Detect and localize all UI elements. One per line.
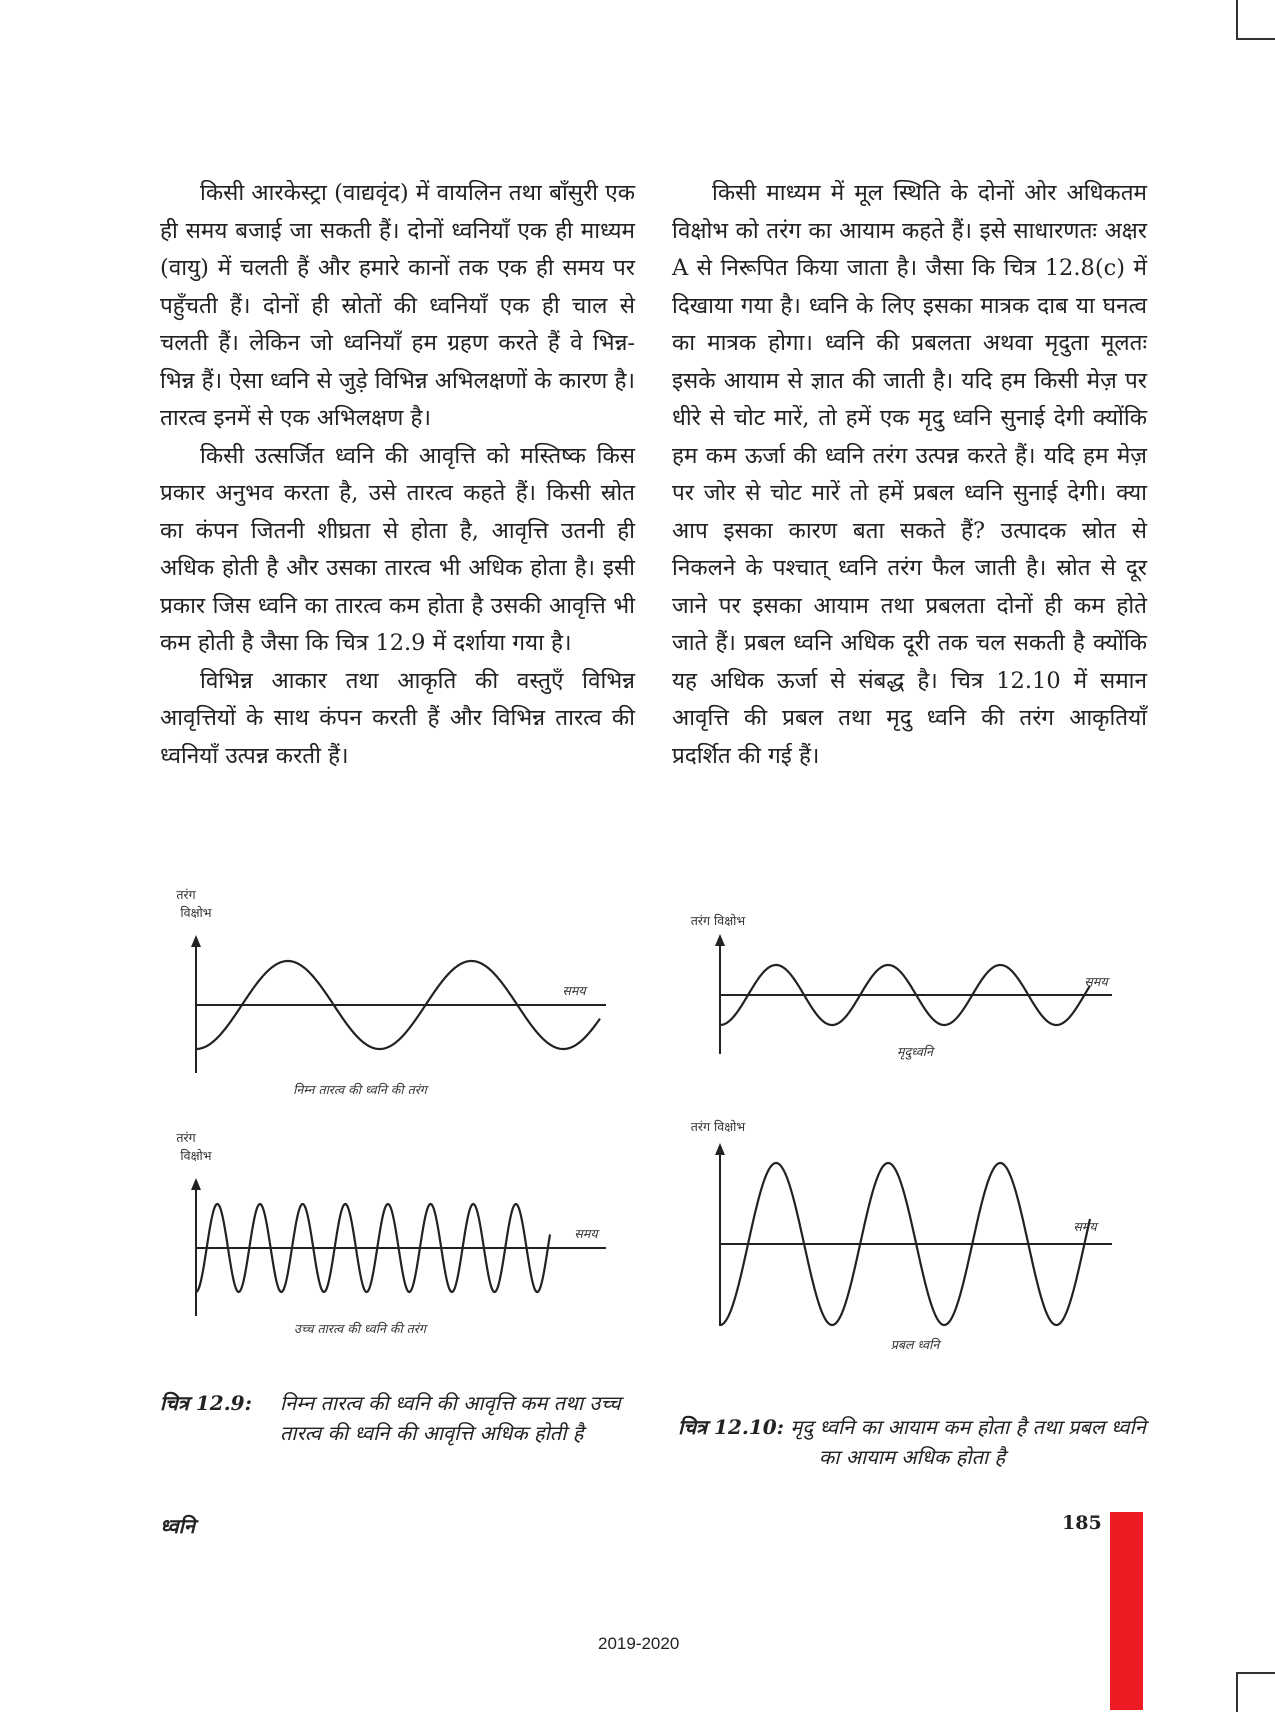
figure-high-pitch	[160, 1128, 620, 1348]
crop-mark-bottom	[1236, 1672, 1275, 1712]
y-axis-arrow	[715, 1143, 725, 1155]
y-axis-label: तरंग विक्षोभ	[690, 913, 746, 928]
figure-caption-12-10	[672, 1412, 1152, 1472]
year-footer: 2019-2020	[598, 1634, 680, 1653]
right-column	[672, 175, 1147, 775]
paragraph: किसी माध्यम में मूल स्थिति के दोनों ओर अधिकतम विक्षोभ को तरंग का आयाम कहते हैं। इसे साधारणतः अक्षर A से निरूपित किया जाता है। जैसा कि चित्र 12.8(c) में दिखाया गया है। ध्वनि के लिए इसका मात्रक दाब या घनत्व का मात्रक होगा। ध्वनि की प्रबलता अथवा मृदुता मूलतः इसके आयाम से ज्ञात की जाती है। यदि हम किसी मेज़ पर धीरे से चोट मारें, तो हमें एक मृदु ध्वनि सुनाई देगी क्योंकि हम कम ऊर्जा की ध्वनि तरंग उत्पन्न करते हैं। यदि हम मेज़ पर जोर से चोट मारें तो हमें प्रबल ध्वनि सुनाई देगी। क्या आप इसका कारण बता सकते हैं? उत्पादक स्रोत से निकलने के पश्चात् ध्वनि तरंग फैल जाती है। स्रोत से दूर जाने पर इसका आयाम तथा प्रबलता दोनों ही कम होते जाते हैं। प्रबल ध्वनि अधिक दूरी तक चल सकती है क्योंकि यह अधिक ऊर्जा से संबद्ध है। चित्र 12.10 में समान आवृत्ति की प्रबल तथा मृदु ध्वनि की तरंग आकृतियाँ प्रदर्शित की गई हैं।	[672, 180, 1147, 769]
y-axis-arrow	[715, 934, 725, 946]
crop-mark-top	[1236, 0, 1275, 40]
graph-caption: मृदुध्वनि	[897, 1044, 933, 1059]
graph-caption: उच्च तारत्व की ध्वनि की तरंग	[294, 1321, 426, 1336]
y-axis-label-line1: तरंग	[176, 887, 196, 902]
y-axis-label-line2: विक्षोभ	[180, 905, 212, 920]
chapter-title: ध्वनि	[160, 1514, 195, 1538]
paragraph: किसी उत्सर्जित ध्वनि की आवृत्ति को मस्तिष्क किस प्रकार अनुभव करता है, उसे तारत्व कहते हैं। किसी स्रोत का कंपन जितनी शीघ्रता से होता है, आवृत्ति उतनी ही अधिक होती है और उसका तारत्व भी अधिक होता है। इसी प्रकार जिस ध्वनि का तारत्व कम होता है उसकी आवृत्ति भी कम होती है जैसा कि चित्र 12.9 में दर्शाया गया है।	[160, 442, 635, 656]
x-axis-label: समय	[1073, 1219, 1097, 1234]
high-pitch-graph	[160, 1128, 620, 1348]
y-axis-arrow	[191, 935, 201, 947]
paragraph: किसी आरकेस्ट्रा (वाद्यवृंद) में वायलिन तथा बाँसुरी एक ही समय बजाई जा सकती हैं। दोनों ध्वनियाँ एक ही माध्यम (वायु) में चलती हैं और हमारे कानों तक एक ही समय पर पहुँचती हैं। दोनों ही स्रोतों की ध्वनियाँ एक ही चाल से चलती हैं। लेकिन जो ध्वनियाँ हम ग्रहण करते हैं वे भिन्न-भिन्न हैं। ऐसा ध्वनि से जुड़े विभिन्न अभिलक्षणों के कारण है। तारत्व इनमें से एक अभिलक्षण है।	[160, 180, 635, 431]
paragraph: विभिन्न आकार तथा आकृति की वस्तुएँ विभिन्न आवृत्तियों के साथ कंपन करती हैं और विभिन्न तारत्व की ध्वनियाँ उत्पन्न करती हैं।	[160, 667, 635, 769]
figure-caption-text: मृदु ध्वनि का आयाम कम होता है तथा प्रबल ध्वनि का आयाम अधिक होता है	[790, 1415, 1146, 1469]
low-pitch-graph	[160, 885, 620, 1105]
figure-loud-sound	[672, 1110, 1132, 1360]
y-axis-label-line2: विक्षोभ	[180, 1148, 212, 1163]
accent-bar	[1110, 1512, 1143, 1710]
figure-number: चित्र 12.10:	[678, 1415, 785, 1439]
x-axis-label: समय	[1084, 974, 1108, 989]
page-number: 185	[1062, 1512, 1102, 1534]
graph-caption: निम्न तारत्व की ध्वनि की तरंग	[293, 1082, 427, 1097]
figure-soft-sound	[672, 904, 1132, 1064]
figure-low-pitch	[160, 885, 620, 1105]
graph-caption: प्रबल ध्वनि	[890, 1337, 940, 1352]
y-axis-arrow	[191, 1178, 201, 1190]
left-column	[160, 175, 635, 775]
loud-sound-graph	[672, 1110, 1132, 1360]
y-axis-label-line1: तरंग	[176, 1130, 196, 1145]
figure-caption-text: निम्न तारत्व की ध्वनि की आवृत्ति कम तथा उच्च तारत्व की ध्वनि की आवृत्ति अधिक होती है	[280, 1391, 621, 1445]
figure-number: चित्र 12.9:	[160, 1391, 252, 1415]
x-axis-label: समय	[574, 1226, 598, 1241]
x-axis-label: समय	[562, 983, 586, 998]
y-axis-label: तरंग विक्षोभ	[690, 1119, 746, 1134]
soft-sound-graph	[672, 904, 1132, 1064]
